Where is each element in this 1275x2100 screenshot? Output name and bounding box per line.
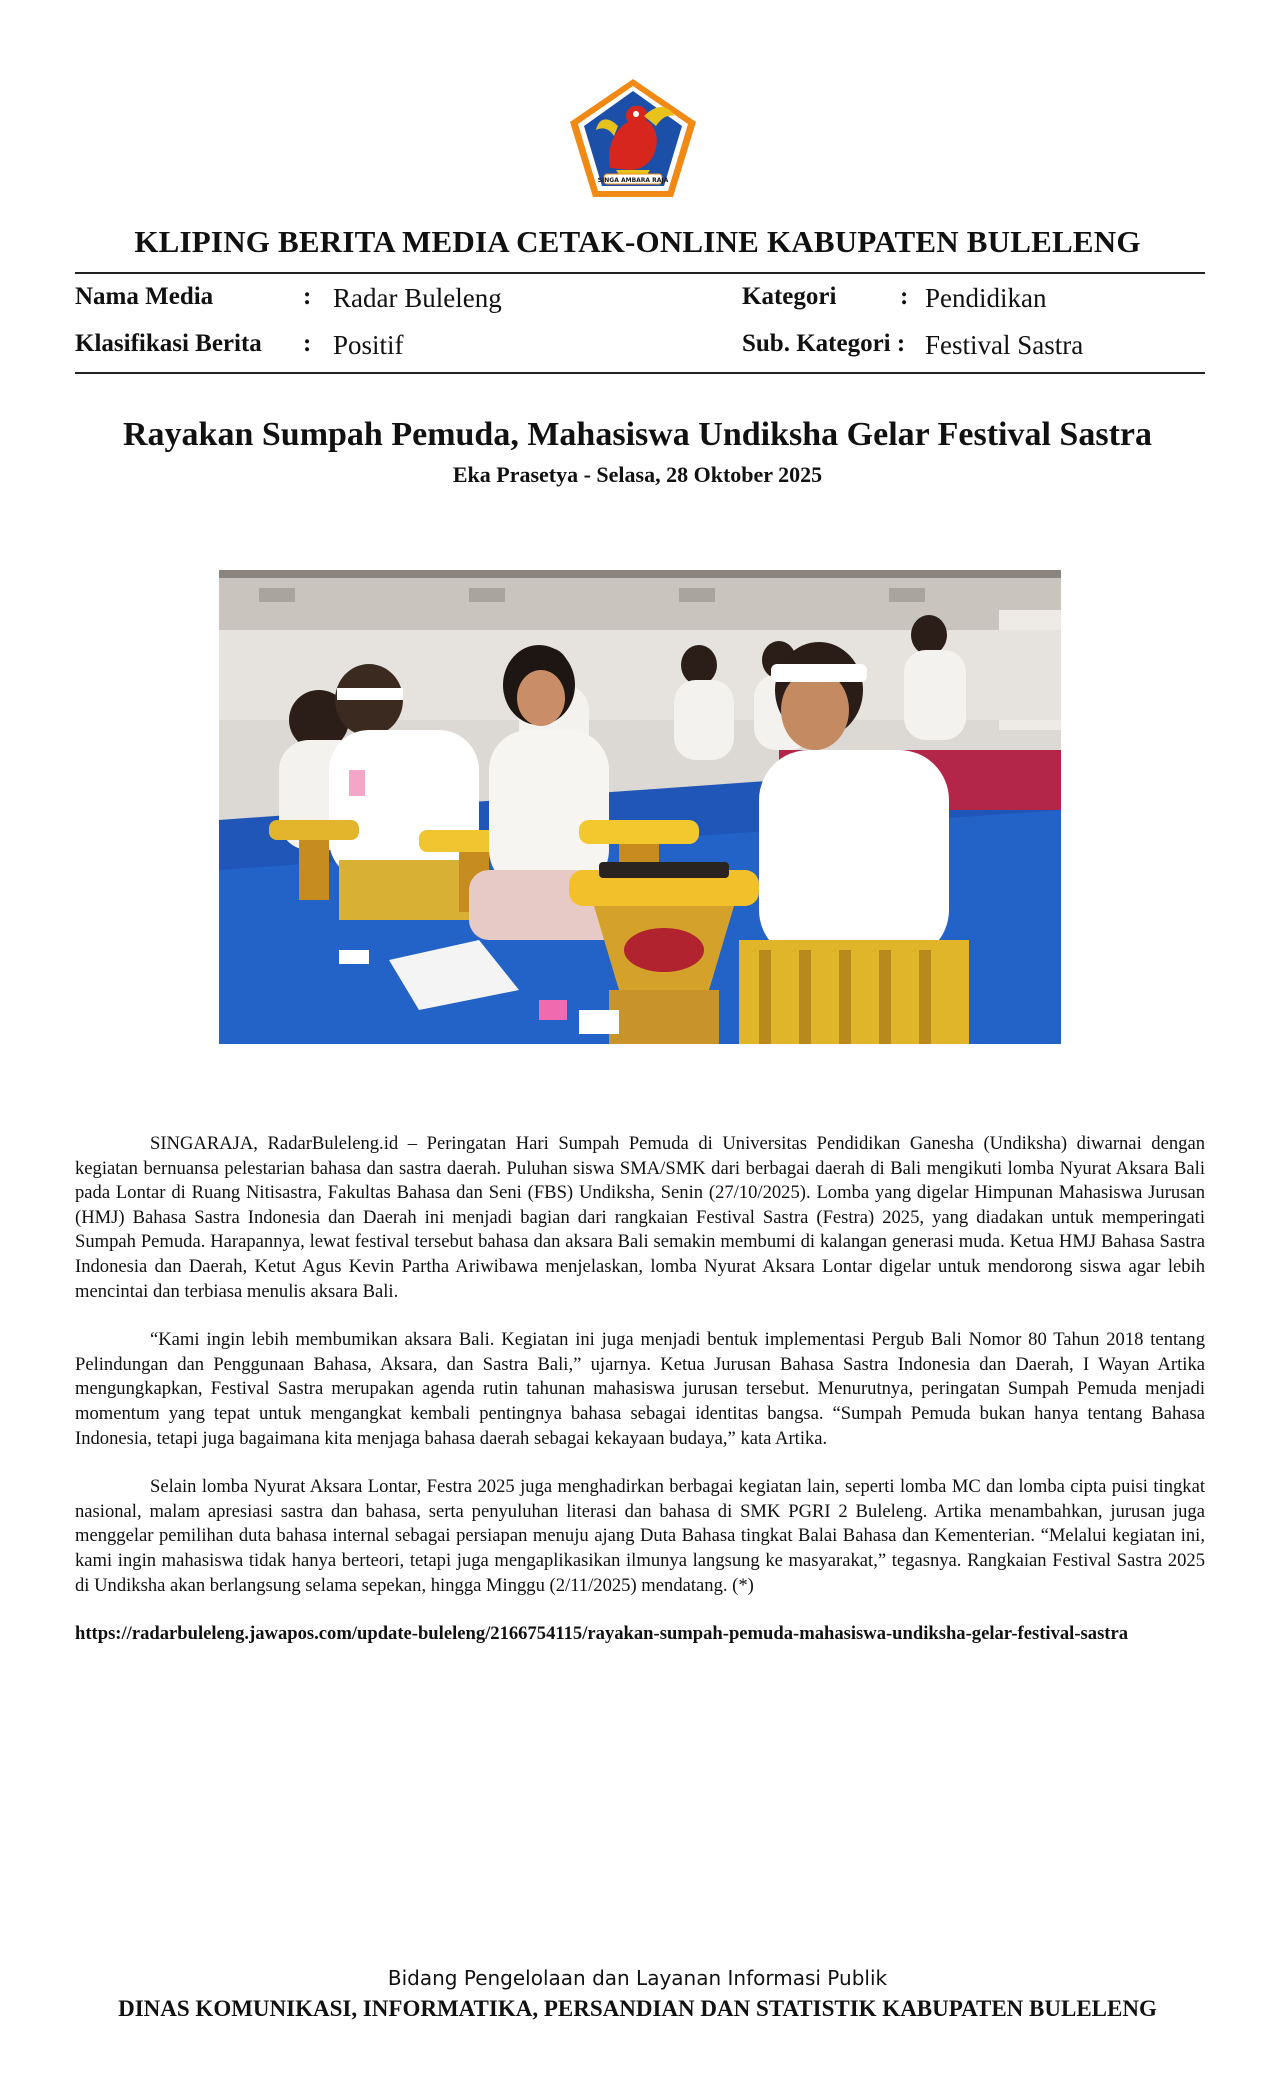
media-colon: : [303,283,312,310]
kategori-value: Pendidikan [925,283,1047,313]
article-paragraph-2: “Kami ingin lebih membumikan aksara Bali. Kegiatan ini juga menjadi bentuk implementasi Pergub Bali Nomor 80 Tahun 2018 tentang Pelindungan dan Penggunaan Bahasa, Aksara, dan Sastra Bali,” ujarnya. Ketua Jurusan Bahasa Sastra Indonesia dan Daerah, I Wayan Artika mengungkapkan, Festival Sastra merupakan agenda rutin tahunan mahasiswa jurusan tersebut. Menurutnya, peringatan Sumpah Pemuda menjadi momentum yang tepat untuk mengangkat kembali pentingnya bahasa sebagai identitas bangsa. “Sumpah Pemuda bukan hanya tentang Bahasa Indonesia, tetapi juga bagaimana kita menjaga bahasa daerah sebagai kekayaan budaya,” kata Artika. [75,1329,1205,1449]
header-divider-bottom [75,372,1205,374]
klasifikasi-label: Klasifikasi Berita [75,330,262,357]
footer-agency: DINAS KOMUNIKASI, INFORMATIKA, PERSANDIAN DAN STATISTIK KABUPATEN BULELENG [118,1996,1157,2021]
article-paragraph-1: SINGARAJA, RadarBuleleng.id – Peringatan Hari Sumpah Pemuda di Universitas Pendidikan Ganesha (Undiksha) diwarnai dengan kegiatan bernuansa pelestarian bahasa dan sastra daerah. Puluhan siswa SMA/SMK dari berbagai daerah di Bali mengikuti lomba Nyurat Aksara Bali pada Lontar di Ruang Nitisastra, Fakultas Bahasa dan Seni (FBS) Undiksha, Senin (27/10/2025). Lomba yang digelar Himpunan Mahasiswa Jurusan (HMJ) Bahasa Sastra Indonesia dan Daerah ini menjadi bagian dari rangkaian Festival Sastra (Festra) 2025, yang diadakan untuk memperingati Sumpah Pemuda. Harapannya, lewat festival tersebut bahasa dan aksara Bali semakin membumi di kalangan generasi muda. Ketua HMJ Bahasa Sastra Indonesia dan Daerah, Ketut Agus Kevin Partha Ariwibawa menjelaskan, lomba Nyurat Aksara Lontar digelar untuk mendorong siswa agar lebih mencintai dan terbiasa menulis aksara Bali. [75,1133,1205,1302]
article-body [75,1132,1205,1647]
klasifikasi-colon: : [303,330,312,357]
source-link[interactable]: https://radarbuleleng.jawapos.com/update-buleleng/2166754115/rayakan-sumpah-pemuda-mahasiswa-undiksha-gelar-festival-sastra [75,1623,1129,1645]
article-headline: Rayakan Sumpah Pemuda, Mahasiswa Undiksha Gelar Festival Sastra [123,416,1152,453]
klasifikasi-value: Positif [333,330,404,360]
singa-ambara-raja-logo-icon [566,76,700,200]
media-value: Radar Buleleng [333,283,502,313]
header-divider-top [75,272,1205,274]
kategori-colon: : [900,283,909,310]
kategori-label: Kategori [742,283,837,310]
logo-ribbon-text: SINGA AMBARA RAJA [597,177,669,184]
article-photo [219,570,1061,1044]
media-label: Nama Media [75,283,214,310]
article-byline: Eka Prasetya - Selasa, 28 Oktober 2025 [452,462,823,487]
footer-division: Bidang Pengelolaan dan Layanan Informasi Publik [387,1966,888,1990]
sub-kategori-value: Festival Sastra [925,330,1084,360]
sub-kategori-label: Sub. Kategori : [742,330,906,357]
document-title: KLIPING BERITA MEDIA CETAK-ONLINE KABUPATEN BULELENG [134,224,1141,259]
article-paragraph-3: Selain lomba Nyurat Aksara Lontar, Festra 2025 juga menghadirkan berbagai kegiatan lain, seperti lomba MC dan lomba cipta puisi tingkat nasional, malam apresiasi sastra dan bahasa, serta penyuluhan literasi dan bahasa di SMK PGRI 2 Buleleng. Artika menambahkan, jurusan juga menggelar pemilihan duta bahasa internal sebagai persiapan menuju ajang Duta Bahasa tingkat Balai Bahasa dan Kementerian. “Melalui kegiatan ini, kami ingin mahasiswa tidak hanya berteori, tetapi juga mengaplikasikan ilmunya langsung ke masyarakat,” tegasnya. Rangkaian Festival Sastra 2025 di Undiksha akan berlangsung selama sepekan, hingga Minggu (2/11/2025) mendatang. (*) [75,1476,1205,1596]
